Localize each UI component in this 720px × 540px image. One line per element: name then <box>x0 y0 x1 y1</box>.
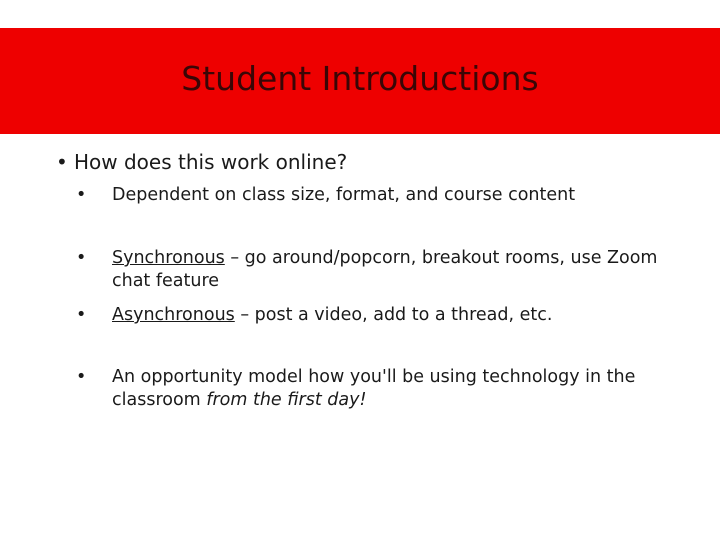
title-bar <box>0 28 720 134</box>
term-asynchronous: Asynchronous <box>112 305 235 325</box>
bullet-level1 <box>56 150 347 174</box>
bullet-dot: • <box>76 248 87 268</box>
term-synchronous: Synchronous <box>112 248 225 268</box>
sub-bullet-dependent <box>76 184 694 207</box>
slide-title: Student Introductions <box>181 58 539 98</box>
sub-bullet-asynchronous <box>76 304 694 327</box>
sub-bullet-text: Dependent on class size, format, and course content <box>112 185 576 205</box>
bullet-text: How does this work online? <box>74 150 348 174</box>
sub-bullet-text: An opportunity model how you'll be using technology in the classroom <box>112 367 636 410</box>
sub-bullet-text: – go around/popcorn, breakout rooms, use Zoom chat feature <box>112 248 658 291</box>
sub-bullet-synchronous <box>76 247 694 293</box>
emphasis-text: from the first day! <box>206 390 367 410</box>
sub-bullet-text: – post a video, add to a thread, etc. <box>234 305 553 325</box>
bullet-dot: • <box>76 185 87 205</box>
bullet-dot: • <box>76 367 87 387</box>
sub-bullet-opportunity <box>76 366 694 412</box>
bullet-dot: • <box>76 305 87 325</box>
bullet-dot: • <box>56 150 68 174</box>
